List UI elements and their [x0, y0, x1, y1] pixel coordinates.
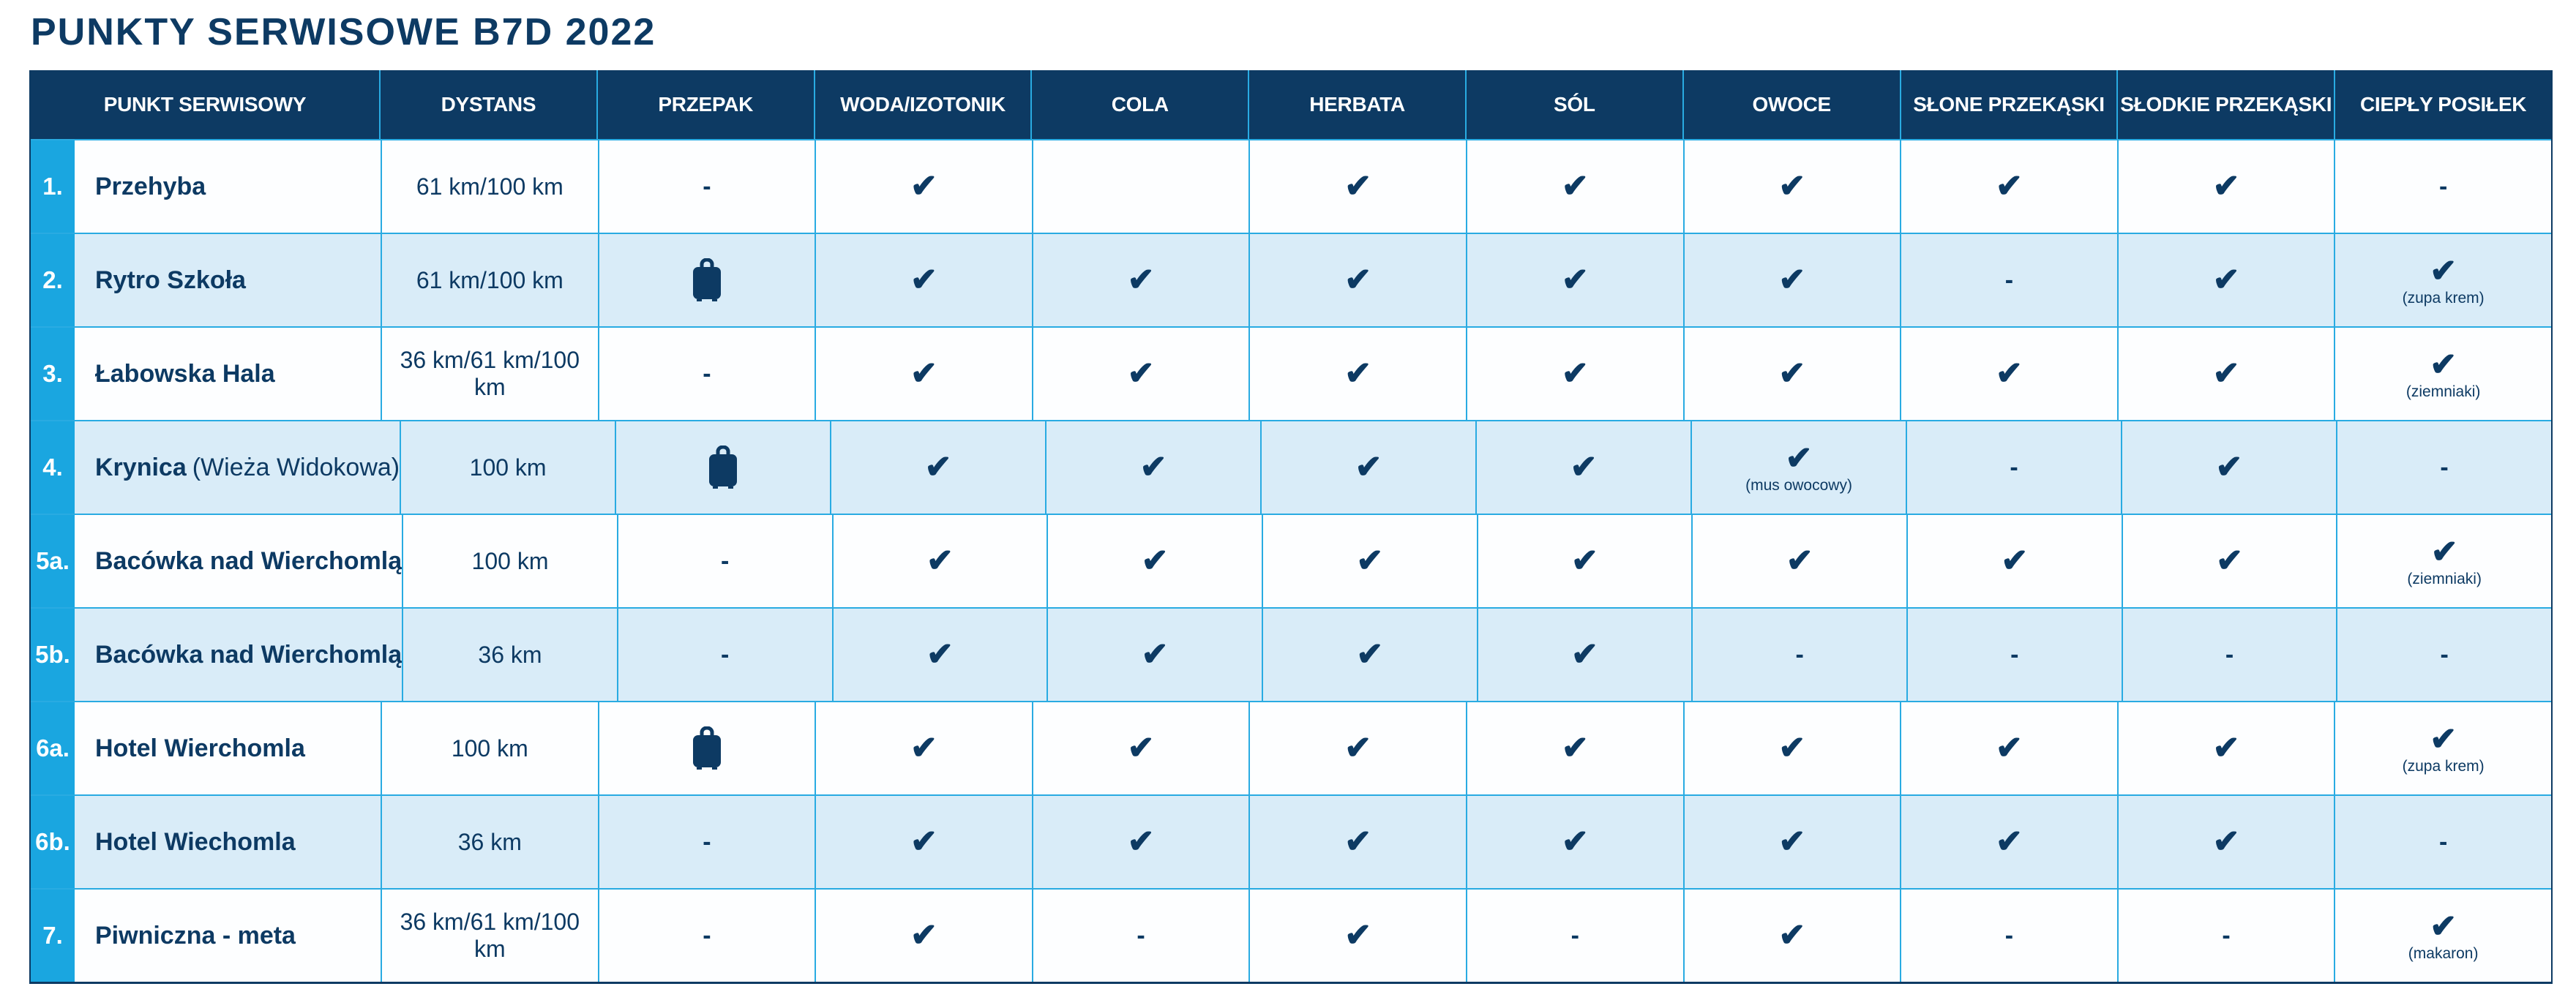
check-icon: ✔ [1344, 168, 1372, 204]
cell-cola [1032, 328, 1249, 420]
cell-woda_izotonik [815, 702, 1032, 794]
briefcase-icon [691, 258, 723, 302]
cell-sol [1466, 328, 1683, 420]
cell-woda_izotonik [815, 328, 1032, 420]
cell-herbata [1262, 609, 1477, 701]
check-icon: ✔ [1571, 636, 1598, 672]
check-icon: ✔ [1996, 168, 2023, 204]
check-icon: ✔ [1561, 824, 1589, 860]
cell-herbata [1262, 515, 1477, 607]
check-icon: ✔ [1786, 543, 1813, 579]
cell-cieply_posilek [2336, 421, 2551, 514]
service-point-name-main: Rytro Szkoła [95, 266, 246, 294]
cell-herbata [1248, 702, 1466, 794]
column-header-cola: COLA [1032, 70, 1249, 139]
distance-cell: 61 km/100 km [381, 140, 598, 233]
check-icon: ✔ [1344, 824, 1372, 860]
table-row [31, 888, 2551, 982]
service-point-name-main: Hotel Wierchomla [95, 734, 305, 762]
check-icon: ✔ [1996, 824, 2023, 860]
distance-cell: 100 km [400, 421, 615, 514]
dash-mark: - [2225, 641, 2234, 669]
row-number: 1. [31, 140, 75, 233]
cell-note: (ziemniaki) [2405, 383, 2481, 400]
column-header-dystans: DYSTANS [381, 70, 598, 139]
cell-owoce [1683, 234, 1901, 326]
cell-slodkie_przekaski [2117, 796, 2334, 888]
cell-woda_izotonik [830, 421, 1045, 514]
cell-slone_przekaski [1900, 796, 2117, 888]
table-row [31, 607, 2551, 701]
check-icon: ✔ [1571, 543, 1598, 579]
distance-cell: 36 km [381, 796, 598, 888]
cell-owoce [1683, 140, 1901, 233]
column-header-cieply_posilek: CIEPŁY POSIŁEK [2360, 93, 2527, 116]
table-body [31, 139, 2551, 982]
cell-herbata [1248, 328, 1466, 420]
table-row [31, 139, 2551, 233]
cell-slone_przekaski [1900, 234, 2117, 326]
check-icon: ✔ [1996, 730, 2023, 766]
check-icon: ✔ [1561, 356, 1589, 391]
cell-cieply_posilek [2336, 609, 2551, 701]
column-header-slodkie_przekaski: SŁODKIE PRZEKĄSKI [2118, 70, 2335, 139]
cell-sol [1477, 515, 1692, 607]
cell-herbata [1248, 140, 1466, 233]
dash-mark: - [703, 922, 711, 950]
check-icon: ✔ [1785, 440, 1813, 476]
row-number: 5b. [31, 609, 75, 701]
cell-slone_przekaski [1900, 328, 2117, 420]
cell-slone_przekaski [1900, 890, 2117, 982]
cell-sol [1466, 890, 1683, 982]
row-number: 2. [31, 234, 75, 326]
cell-note: (mus owocowy) [1745, 476, 1852, 494]
cell-woda_izotonik [815, 796, 1032, 888]
check-icon: ✔ [2212, 730, 2240, 766]
row-number: 6b. [31, 796, 75, 888]
check-icon: ✔ [2001, 543, 2029, 579]
table-header-row [31, 70, 2551, 139]
column-header-owoce: OWOCE [1684, 70, 1901, 139]
service-point-name [75, 421, 400, 514]
distance-cell: 36 km/61 km/100 km [381, 890, 598, 982]
check-icon: ✔ [926, 543, 954, 579]
check-icon: ✔ [2212, 168, 2240, 204]
briefcase-icon [707, 446, 739, 489]
check-icon: ✔ [1778, 730, 1806, 766]
check-icon: ✔ [1344, 917, 1372, 953]
check-icon: ✔ [1778, 917, 1806, 953]
check-icon: ✔ [2430, 533, 2458, 570]
service-point-name [75, 328, 381, 420]
dash-mark: - [2004, 922, 2014, 950]
check-icon: ✔ [1127, 356, 1155, 391]
cell-cieply_posilek [2336, 515, 2551, 607]
check-icon: ✔ [1356, 636, 1384, 672]
dash-mark: - [1570, 922, 1579, 950]
check-icon: ✔ [1778, 356, 1806, 391]
check-icon: ✔ [1996, 356, 2023, 391]
service-point-name [75, 140, 381, 233]
column-header-slone_przekaski: SŁONE PRZEKĄSKI [1901, 70, 2119, 139]
cell-przepak [598, 328, 815, 420]
service-point-name-main: Krynica [95, 453, 187, 481]
table-row [31, 326, 2551, 420]
check-icon: ✔ [1561, 262, 1589, 298]
distance-cell: 100 km [381, 702, 598, 794]
distance-cell: 36 km [402, 609, 617, 701]
distance-cell: 36 km/61 km/100 km [381, 328, 598, 420]
check-icon: ✔ [910, 824, 937, 860]
service-points-table [29, 70, 2553, 984]
cell-slodkie_przekaski [2122, 515, 2337, 607]
check-icon: ✔ [1356, 543, 1384, 579]
check-icon: ✔ [1355, 449, 1382, 485]
check-icon: ✔ [1570, 449, 1598, 485]
cell-slodkie_przekaski [2122, 609, 2337, 701]
dash-mark: - [721, 641, 730, 669]
briefcase-icon-wrap [707, 446, 739, 489]
cell-cieply_posilek [2334, 140, 2551, 233]
check-icon: ✔ [2212, 262, 2240, 298]
cell-sol [1466, 234, 1683, 326]
cell-owoce [1691, 609, 1906, 701]
dash-mark: - [1795, 641, 1804, 669]
table-row [31, 420, 2551, 514]
table-row [31, 794, 2551, 888]
service-point-name-main: Bacówka nad Wierchomlą [95, 546, 402, 575]
check-icon: ✔ [1127, 824, 1155, 860]
column-header-punkt-serwisowy: PUNKT SERWISOWY [31, 70, 381, 139]
cell-note: (makaron) [2408, 944, 2479, 962]
cell-przepak [617, 515, 832, 607]
cell-cola [1032, 890, 1249, 982]
cell-herbata [1248, 234, 1466, 326]
check-icon: ✔ [1778, 168, 1806, 204]
table-row [31, 701, 2551, 794]
row-number: 6a. [31, 702, 75, 794]
check-icon: ✔ [2212, 356, 2240, 391]
check-icon: ✔ [1127, 730, 1155, 766]
cell-sol [1477, 609, 1692, 701]
check-icon: ✔ [1141, 636, 1169, 672]
cell-slodkie_przekaski [2121, 421, 2336, 514]
check-icon: ✔ [1344, 730, 1372, 766]
briefcase-icon [691, 726, 723, 770]
cell-cola [1032, 234, 1249, 326]
cell-cola [1045, 421, 1260, 514]
dash-mark: - [2440, 641, 2449, 669]
service-point-name-main: Hotel Wiechomla [95, 827, 296, 856]
cell-woda_izotonik [832, 515, 1047, 607]
dash-mark: - [2010, 454, 2018, 481]
service-point-name [75, 234, 381, 326]
check-icon: ✔ [2430, 721, 2457, 757]
cell-woda_izotonik [815, 234, 1032, 326]
cell-note: (ziemniaki) [2407, 570, 2482, 587]
check-icon: ✔ [1778, 262, 1806, 298]
check-icon: ✔ [1561, 168, 1589, 204]
cell-owoce [1683, 328, 1901, 420]
cell-slone_przekaski [1906, 609, 2122, 701]
check-icon: ✔ [2430, 252, 2457, 289]
check-icon: ✔ [2216, 543, 2243, 579]
cell-przepak [598, 796, 815, 888]
check-icon: ✔ [2430, 346, 2457, 383]
check-icon: ✔ [1127, 262, 1155, 298]
dash-mark: - [2438, 173, 2448, 200]
service-point-name [75, 609, 402, 701]
service-point-name [75, 515, 402, 607]
cell-slodkie_przekaski [2117, 140, 2334, 233]
cell-owoce [1690, 421, 1906, 514]
cell-cieply_posilek [2334, 234, 2551, 326]
cell-owoce [1683, 890, 1901, 982]
service-point-name-suffix: (Wieża Widokowa) [192, 453, 400, 481]
distance-cell: 61 km/100 km [381, 234, 598, 326]
cell-przepak [617, 609, 832, 701]
check-icon: ✔ [926, 636, 954, 672]
cell-przepak [615, 421, 830, 514]
cell-woda_izotonik [832, 609, 1047, 701]
briefcase-icon-wrap [691, 258, 723, 302]
service-point-name [75, 796, 381, 888]
cell-herbata [1248, 796, 1466, 888]
dash-mark: - [2440, 454, 2449, 481]
cell-slodkie_przekaski [2117, 328, 2334, 420]
dash-mark: - [721, 547, 730, 575]
cell-cieply_posilek [2334, 702, 2551, 794]
check-icon: ✔ [1778, 824, 1806, 860]
service-point-name-main: Bacówka nad Wierchomlą [95, 640, 402, 669]
table-row [31, 233, 2551, 326]
cell-owoce [1683, 796, 1901, 888]
page-title: PUNKTY SERWISOWE B7D 2022 [31, 11, 656, 53]
briefcase-icon-wrap [691, 726, 723, 770]
dash-mark: - [2004, 266, 2014, 294]
cell-przepak [598, 140, 815, 233]
cell-woda_izotonik [815, 140, 1032, 233]
dash-mark: - [703, 173, 711, 200]
distance-cell: 100 km [402, 515, 617, 607]
service-point-name-main: Przehyba [95, 172, 206, 200]
column-header-przepak: PRZEPAK [598, 70, 815, 139]
check-icon: ✔ [1344, 262, 1372, 298]
service-point-name-main: Łabowska Hala [95, 359, 275, 388]
cell-sol [1466, 140, 1683, 233]
cell-herbata [1260, 421, 1475, 514]
cell-herbata [1248, 890, 1466, 982]
service-point-name [75, 702, 381, 794]
cell-owoce [1691, 515, 1906, 607]
column-header-sol: SÓL [1467, 70, 1684, 139]
table-row [31, 514, 2551, 607]
dash-mark: - [2438, 828, 2448, 856]
cell-slodkie_przekaski [2117, 234, 2334, 326]
cell-cieply_posilek [2334, 328, 2551, 420]
check-icon: ✔ [910, 168, 937, 204]
column-header-woda_izotonik: WODA/IZOTONIK [815, 70, 1033, 139]
cell-slone_przekaski [1900, 140, 2117, 233]
check-icon: ✔ [2215, 449, 2243, 485]
cell-sol [1466, 796, 1683, 888]
row-number: 4. [31, 421, 75, 514]
dash-mark: - [2010, 641, 2019, 669]
service-point-name-main: Piwniczna - meta [95, 921, 296, 950]
cell-slone_przekaski [1906, 515, 2122, 607]
check-icon: ✔ [2430, 908, 2457, 944]
cell-sol [1475, 421, 1690, 514]
check-icon: ✔ [2212, 824, 2240, 860]
cell-woda_izotonik [815, 890, 1032, 982]
check-icon: ✔ [1141, 543, 1169, 579]
column-header-herbata: HERBATA [1249, 70, 1467, 139]
cell-owoce [1683, 702, 1901, 794]
row-number: 3. [31, 328, 75, 420]
cell-cola [1046, 609, 1262, 701]
check-icon: ✔ [1139, 449, 1167, 485]
check-icon: ✔ [924, 449, 952, 485]
cell-sol [1466, 702, 1683, 794]
service-point-name [75, 890, 381, 982]
check-icon: ✔ [910, 917, 937, 953]
check-icon: ✔ [1344, 356, 1372, 391]
check-icon: ✔ [1561, 730, 1589, 766]
cell-cola [1032, 796, 1249, 888]
cell-cieply_posilek [2334, 890, 2551, 982]
cell-cieply_posilek [2334, 796, 2551, 888]
cell-slone_przekaski [1900, 702, 2117, 794]
cell-przepak [598, 234, 815, 326]
dash-mark: - [1137, 922, 1145, 950]
row-number: 5a. [31, 515, 75, 607]
cell-note: (zupa krem) [2402, 757, 2485, 775]
dash-mark: - [703, 360, 711, 388]
check-icon: ✔ [910, 356, 937, 391]
dash-mark: - [703, 828, 711, 856]
cell-cola [1032, 702, 1249, 794]
cell-slodkie_przekaski [2117, 702, 2334, 794]
cell-przepak [598, 702, 815, 794]
cell-slodkie_przekaski [2117, 890, 2334, 982]
cell-cola [1032, 140, 1249, 233]
check-icon: ✔ [910, 262, 937, 298]
cell-przepak [598, 890, 815, 982]
cell-note: (zupa krem) [2402, 289, 2485, 307]
row-number: 7. [31, 890, 75, 982]
check-icon: ✔ [910, 730, 937, 766]
cell-slone_przekaski [1906, 421, 2121, 514]
dash-mark: - [2222, 922, 2231, 950]
cell-cola [1046, 515, 1262, 607]
